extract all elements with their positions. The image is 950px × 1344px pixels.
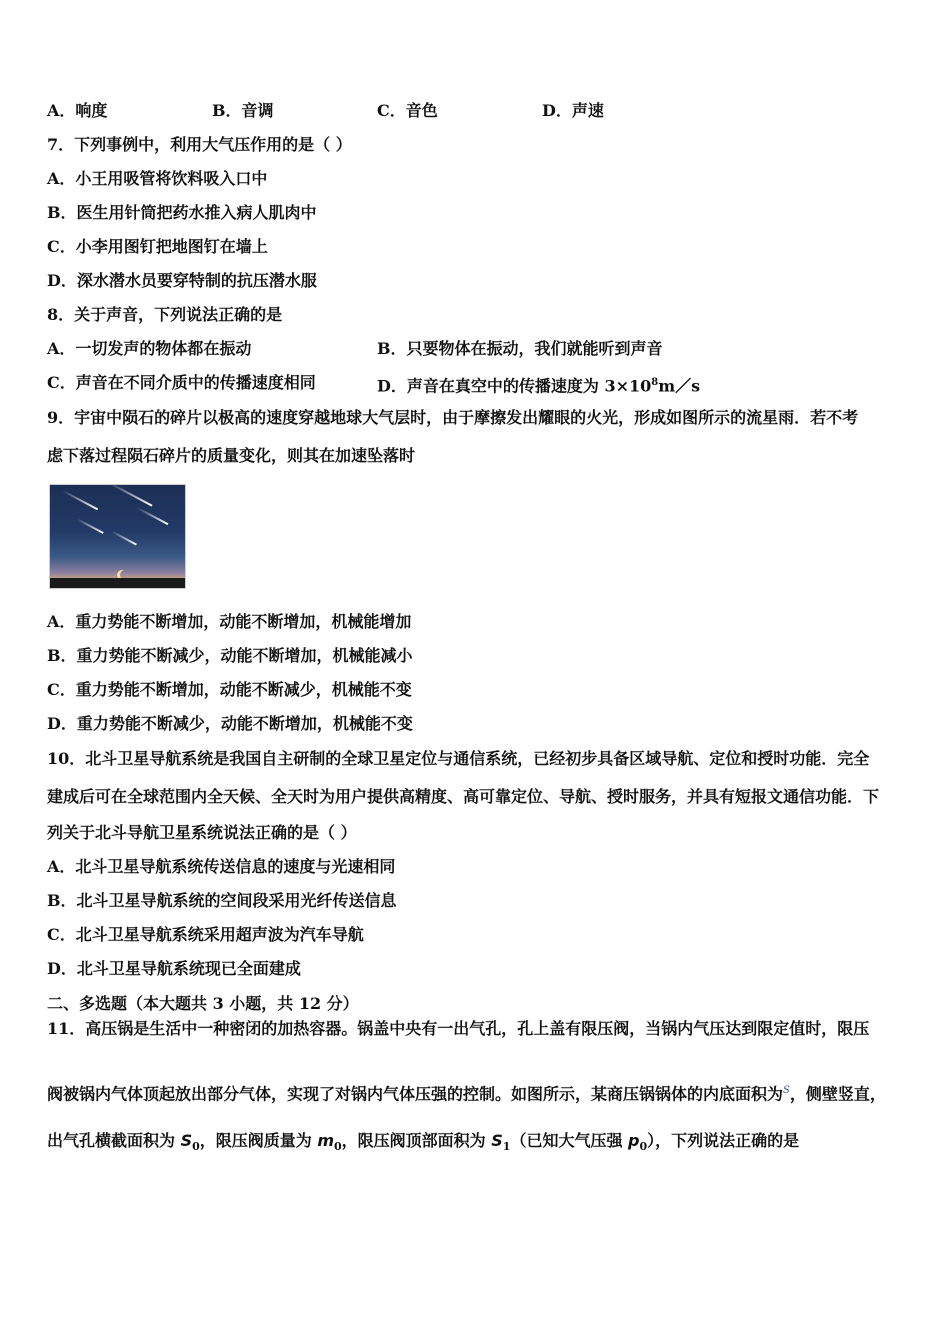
- q8-option-b: B．只要物体在振动，我们就能听到声音: [377, 339, 663, 358]
- q10-option-d: D．北斗卫星导航系统现已全面建成: [47, 959, 301, 978]
- q7-stem: 7．下列事例中，利用大气压作用的是（ ）: [47, 135, 352, 154]
- q10-option-c: C．北斗卫星导航系统采用超声波为汽车导航: [47, 925, 364, 944]
- q11-l3-a: 出气孔横截面积为: [47, 1131, 181, 1150]
- q11-var-m0: m: [317, 1131, 335, 1150]
- q11-sub-0c: 0: [639, 1140, 648, 1154]
- q6-option-d: D．声速: [542, 101, 604, 120]
- q11-stem-line3: [47, 1131, 799, 1157]
- q8-option-a: A．一切发声的物体都在振动: [47, 339, 252, 358]
- q9-option-d: D．重力势能不断减少，动能不断增加，机械能不变: [47, 714, 413, 733]
- q10-option-a: A．北斗卫星导航系统传送信息的速度与光速相同: [47, 857, 396, 876]
- q9-stem-line2: 虑下落过程陨石碎片的质量变化，则其在加速坠落时: [47, 446, 416, 465]
- q10-stem-line3: 列关于北斗导航卫星系统说法正确的是（ ）: [47, 823, 357, 842]
- q11-sub-0a: 0: [192, 1140, 200, 1154]
- q9-stem-line1: 9．宇宙中陨石的碎片以极高的速度穿越地球大气层时，由于摩擦发出耀眼的火光，形成如图所示的流星雨．若不考: [47, 408, 859, 427]
- q11-l3-b: ，限压阀质量为: [199, 1131, 318, 1150]
- meteor-streak: [111, 531, 137, 546]
- meteor-streak: [137, 507, 169, 525]
- q11-l3-e: ），下列说法正确的是: [647, 1131, 800, 1150]
- q10-option-b: B．北斗卫星导航系统的空间段采用光纤传送信息: [47, 891, 397, 910]
- meteor-shower-image: [49, 484, 186, 589]
- q11-stem-line2-end: ，侧壁竖直，: [789, 1084, 886, 1104]
- q8-option-d: [377, 373, 700, 396]
- q6-option-b: B．音调: [212, 101, 274, 120]
- q8-option-c: C．声音在不同介质中的传播速度相同: [47, 373, 316, 392]
- q7-option-a: A．小王用吸管将饮料吸入口中: [47, 169, 268, 188]
- q7-option-c: C．小李用图钉把地图钉在墙上: [47, 237, 268, 256]
- q11-sub-0b: 0: [334, 1140, 342, 1154]
- q11-var-s1: S: [491, 1131, 503, 1150]
- q11-stem-line1: 11．高压锅是生活中一种密闭的加热容器。锅盖中央有一出气孔，孔上盖有限压阀，当锅内气压达到限定值时，限压: [47, 1019, 870, 1038]
- q11-l3-c: ，限压阀顶部面积为: [341, 1131, 492, 1150]
- q9-option-b: B．重力势能不断减少，动能不断增加，机械能减小: [47, 646, 413, 665]
- q6-option-a: A．响度: [47, 101, 108, 120]
- q7-option-b: B．医生用针筒把药水推入病人肌肉中: [47, 203, 317, 222]
- q11-stem-line2: [47, 1081, 886, 1104]
- q11-var-s: S: [783, 1085, 790, 1096]
- horizon: [50, 578, 185, 588]
- q6-option-c: C．音色: [377, 101, 438, 120]
- meteor-streak: [62, 490, 98, 511]
- meteor-streak: [76, 518, 103, 534]
- q8-option-d-text: D．声音在真空中的传播速度为 3×10: [377, 376, 652, 396]
- q11-stem-line2-text: 阀被锅内气体顶起放出部分气体，实现了对锅内气体压强的控制。如图所示，某商压锅锅体的内底面积为: [47, 1084, 784, 1104]
- q11-sub-1: 1: [502, 1140, 511, 1154]
- meteor-streak: [107, 484, 152, 507]
- q8-option-d-unit: m／s: [658, 376, 701, 396]
- q10-stem-line2: 建成后可在全球范围内全天候、全天时为用户提供高精度、高可靠定位、导航、授时服务，并具有短报文通信功能．下: [47, 787, 880, 806]
- q11-var-s0: S: [180, 1131, 193, 1150]
- q9-option-c: C．重力势能不断增加，动能不断减少，机械能不变: [47, 680, 412, 699]
- section-heading-multi-choice: 二、多选题（本大题共 3 小题，共 12 分）: [47, 994, 359, 1013]
- q9-option-a: A．重力势能不断增加，动能不断增加，机械能增加: [47, 612, 412, 631]
- q11-var-p0: p: [628, 1131, 640, 1150]
- q11-l3-d: （已知大气压强: [510, 1131, 629, 1150]
- q7-option-d: D．深水潜水员要穿特制的抗压潜水服: [47, 271, 317, 290]
- q10-stem-line1: 10．北斗卫星导航系统是我国自主研制的全球卫星定位与通信系统，已经初步具备区域导航、定位和授时功能．完全: [47, 749, 870, 768]
- q8-stem: 8．关于声音，下列说法正确的是: [47, 305, 283, 324]
- q8-option-d-exponent: 8: [651, 377, 659, 388]
